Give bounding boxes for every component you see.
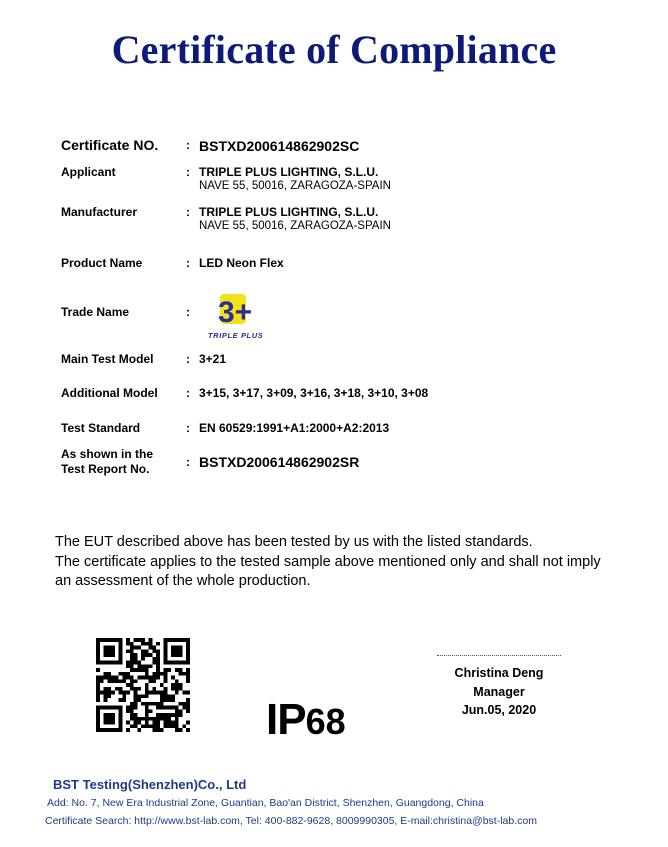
signature-block <box>437 655 561 720</box>
ip-rating <box>266 695 346 745</box>
logo-caption: TRIPLE PLUS <box>208 331 264 340</box>
signatory-title: Manager <box>473 684 525 699</box>
main-test-model: 3+21 <box>199 352 227 366</box>
field-label: Test Standard <box>61 421 141 435</box>
logo-mark: 3+ <box>218 296 253 329</box>
field-label: Additional Model <box>61 386 158 400</box>
field-colon: : <box>186 205 190 219</box>
additional-models: 3+15, 3+17, 3+09, 3+16, 3+18, 3+10, 3+08 <box>199 386 429 400</box>
statement-line: The EUT described above has been tested by us with the listed standards. <box>55 534 533 550</box>
field-label: Manufacturer <box>61 205 138 219</box>
manufacturer-address: NAVE 55, 50016, ZARAGOZA-SPAIN <box>199 220 391 232</box>
compliance-statement <box>55 533 635 592</box>
field-label: Applicant <box>61 165 116 179</box>
issuer-address: Add: No. 7, New Era Industrial Zone, Guantian, Bao'an District, Shenzhen, Guangdong, China <box>47 797 484 809</box>
certificate-title: Certificate of Compliance <box>111 27 557 72</box>
product-name: LED Neon Flex <box>199 256 284 270</box>
field-colon: : <box>186 305 190 319</box>
issuer-company: BST Testing(Shenzhen)Co., Ltd <box>53 777 247 792</box>
field-label <box>61 447 181 477</box>
ip-rating-prefix: IP <box>266 695 306 744</box>
qr-code <box>96 638 190 732</box>
signature-line <box>437 655 561 656</box>
ip-rating-number: 68 <box>305 701 346 742</box>
field-colon: : <box>186 165 190 179</box>
statement-line: The certificate applies to the tested sample above mentioned only and shall not imply <box>55 553 601 570</box>
certificate-search-info: Certificate Search: http://www.bst-lab.com, Tel: 400-882-9628, 8009990305, E-mail:christina@bst-lab.com <box>45 815 537 827</box>
field-label-line1: As shown in the <box>61 447 154 461</box>
field-label: Main Test Model <box>61 352 154 366</box>
field-label: Product Name <box>61 256 143 270</box>
field-label: Trade Name <box>61 305 130 319</box>
signatory-name: Christina Deng <box>454 666 544 680</box>
field-colon: : <box>186 455 190 469</box>
test-standard: EN 60529:1991+A1:2000+A2:2013 <box>199 421 390 435</box>
field-colon: : <box>186 256 190 270</box>
field-label: Certificate NO. <box>61 137 159 153</box>
certificate-number: BSTXD200614862902SC <box>199 138 360 154</box>
applicant-address: NAVE 55, 50016, ZARAGOZA-SPAIN <box>199 180 391 192</box>
field-colon: : <box>186 352 190 366</box>
field-colon: : <box>186 138 190 152</box>
triple-plus-logo <box>198 292 268 342</box>
field-colon: : <box>186 386 190 400</box>
statement-line: an assessment of the whole production. <box>55 573 311 589</box>
signature-date: Jun.05, 2020 <box>461 703 537 717</box>
field-colon: : <box>186 421 190 435</box>
applicant-name: TRIPLE PLUS LIGHTING, S.L.U. <box>199 165 379 179</box>
test-report-number: BSTXD200614862902SR <box>199 454 360 470</box>
field-label-line2: Test Report No. <box>61 462 150 476</box>
manufacturer-name: TRIPLE PLUS LIGHTING, S.L.U. <box>199 205 379 219</box>
